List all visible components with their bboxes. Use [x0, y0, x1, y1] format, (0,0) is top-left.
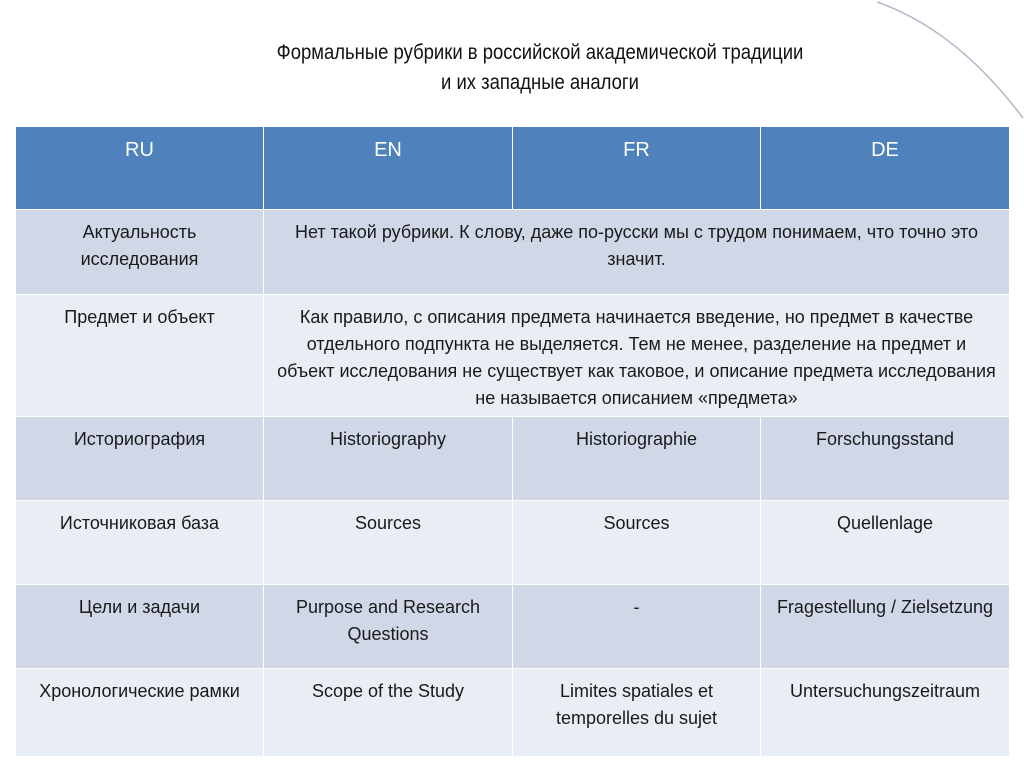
- slide-title: [206, 38, 875, 98]
- cell-ru: Предмет и объект: [16, 295, 264, 417]
- cell-en: Historiography: [264, 417, 513, 501]
- cell-ru: Историография: [16, 417, 264, 501]
- rubrics-table: [15, 126, 1010, 757]
- title-line-1: Формальные рубрики в российской академической традиции: [276, 41, 804, 64]
- header-fr: FR: [513, 127, 761, 210]
- table-row: [16, 417, 1010, 501]
- table-row: [16, 295, 1010, 417]
- cell-de: Forschungsstand: [761, 417, 1010, 501]
- cell-de: Quellenlage: [761, 501, 1010, 585]
- decorative-accent-line: [877, 0, 1024, 120]
- cell-de: Untersuchungszeitraum: [761, 669, 1010, 757]
- table-row: [16, 210, 1010, 295]
- title-line-2: и их западные аналоги: [441, 71, 639, 94]
- cell-fr: Limites spatiales et temporelles du sujet: [513, 669, 761, 757]
- table-row: [16, 501, 1010, 585]
- table-row: [16, 585, 1010, 669]
- cell-en: Sources: [264, 501, 513, 585]
- cell-fr: Sources: [513, 501, 761, 585]
- header-ru: RU: [16, 127, 264, 210]
- cell-en: Purpose and Research Questions: [264, 585, 513, 669]
- table-row: [16, 669, 1010, 757]
- cell-ru: Цели и задачи: [16, 585, 264, 669]
- cell-merged-note: Как правило, с описания предмета начинается введение, но предмет в качестве отдельного подпункта не выделяется. Тем не менее, разделение на предмет и объект исследования не существует как таковое, и описание предмета исследования не называется описанием «предмета»: [264, 295, 1010, 417]
- cell-fr: Historiographie: [513, 417, 761, 501]
- cell-ru: Хронологические рамки: [16, 669, 264, 757]
- cell-en: Scope of the Study: [264, 669, 513, 757]
- header-de: DE: [761, 127, 1010, 210]
- header-en: EN: [264, 127, 513, 210]
- cell-de: Fragestellung / Zielsetzung: [761, 585, 1010, 669]
- cell-fr: -: [513, 585, 761, 669]
- cell-ru: Источниковая база: [16, 501, 264, 585]
- cell-ru: Актуальность исследования: [16, 210, 264, 295]
- table-header-row: [16, 127, 1010, 210]
- cell-merged-note: Нет такой рубрики. К слову, даже по-русски мы с трудом понимаем, что точно это значит.: [264, 210, 1010, 295]
